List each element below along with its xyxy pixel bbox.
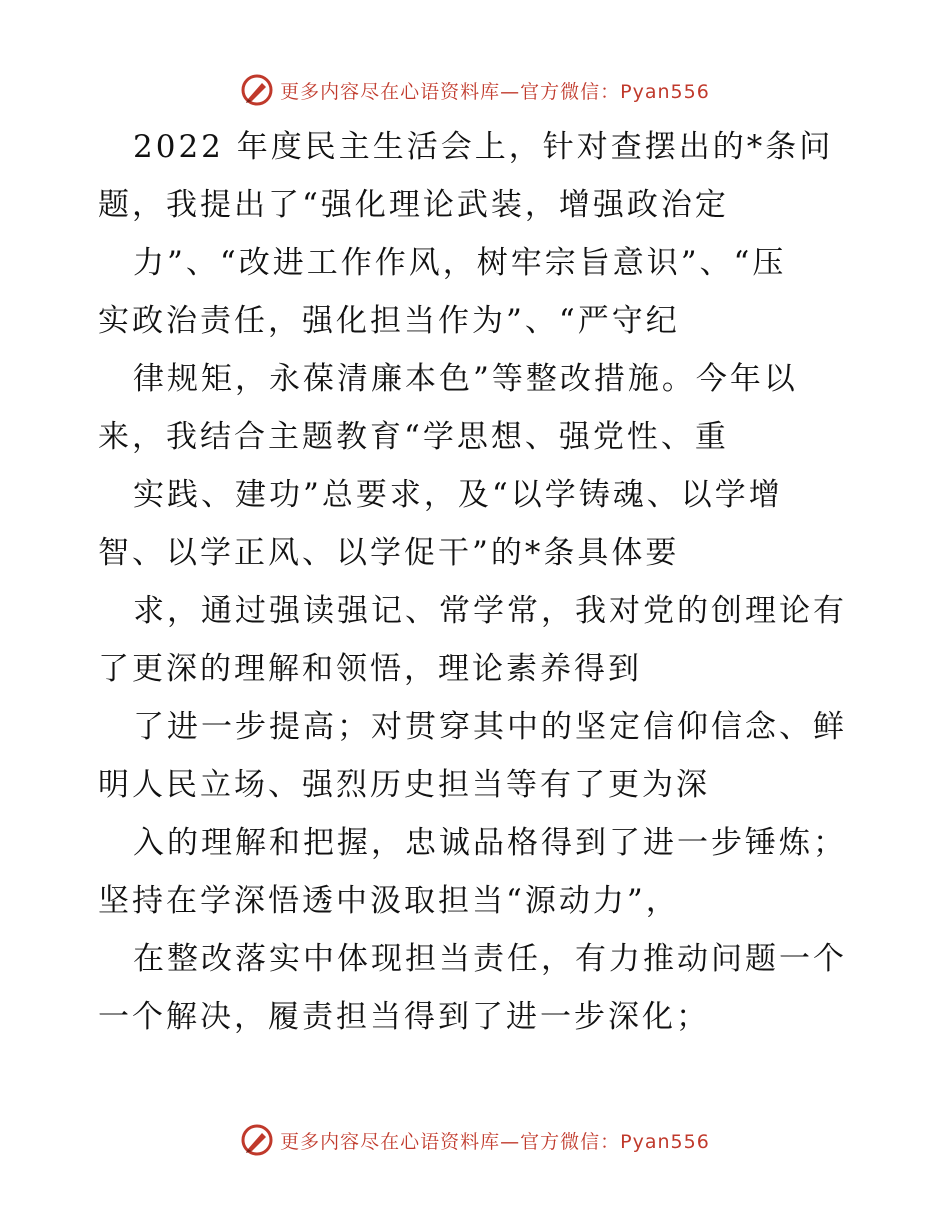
- text-line: 实践、建功”总要求，及“以学铸魂、以学增: [133, 477, 783, 513]
- pen-logo-icon: [240, 1123, 274, 1157]
- footer-watermark: [0, 1120, 950, 1160]
- text-line: 明人民立场、强烈历史担当等有了更为深: [98, 767, 710, 803]
- text-line: 题，我提出了“强化理论武装，增强政治定: [98, 187, 729, 223]
- text-line: 力”、“改进工作作风，树牢宗旨意识”、“压: [133, 245, 787, 281]
- text-line: 来，我结合主题教育“学思想、强党性、重: [98, 419, 729, 455]
- text-line: 2022 年度民主生活会上，针对查摆出的*条问: [133, 129, 834, 165]
- text-line: 入的理解和把握，忠诚品格得到了进一步锤炼；: [133, 825, 847, 861]
- text-line: 了进一步提高；对贯穿其中的坚定信仰信念、鲜: [133, 709, 847, 745]
- text-line: 律规矩，永葆清廉本色”等整改措施。今年以: [133, 361, 798, 397]
- text-line: 求，通过强读强记、常学常，我对党的创理论有: [133, 593, 847, 629]
- text-line: 实政治责任，强化担当作为”、“严守纪: [98, 303, 680, 339]
- pen-logo-icon: [240, 73, 274, 107]
- header-watermark: [0, 70, 950, 110]
- header-text: 更多内容尽在心语资料库—官方微信：Pyan556: [280, 80, 710, 103]
- footer-text: 更多内容尽在心语资料库—官方微信：Pyan556: [280, 1130, 710, 1153]
- text-line: 在整改落实中体现担当责任，有力推动问题一个: [133, 941, 847, 977]
- text-line: 了更深的理解和领悟，理论素养得到: [98, 651, 642, 687]
- text-line: 智、以学正风、以学促干”的*条具体要: [98, 535, 680, 571]
- text-line: 坚持在学深悟透中汲取担当“源动力”，: [98, 883, 680, 919]
- text-line: 一个解决，履责担当得到了进一步深化；: [98, 999, 710, 1035]
